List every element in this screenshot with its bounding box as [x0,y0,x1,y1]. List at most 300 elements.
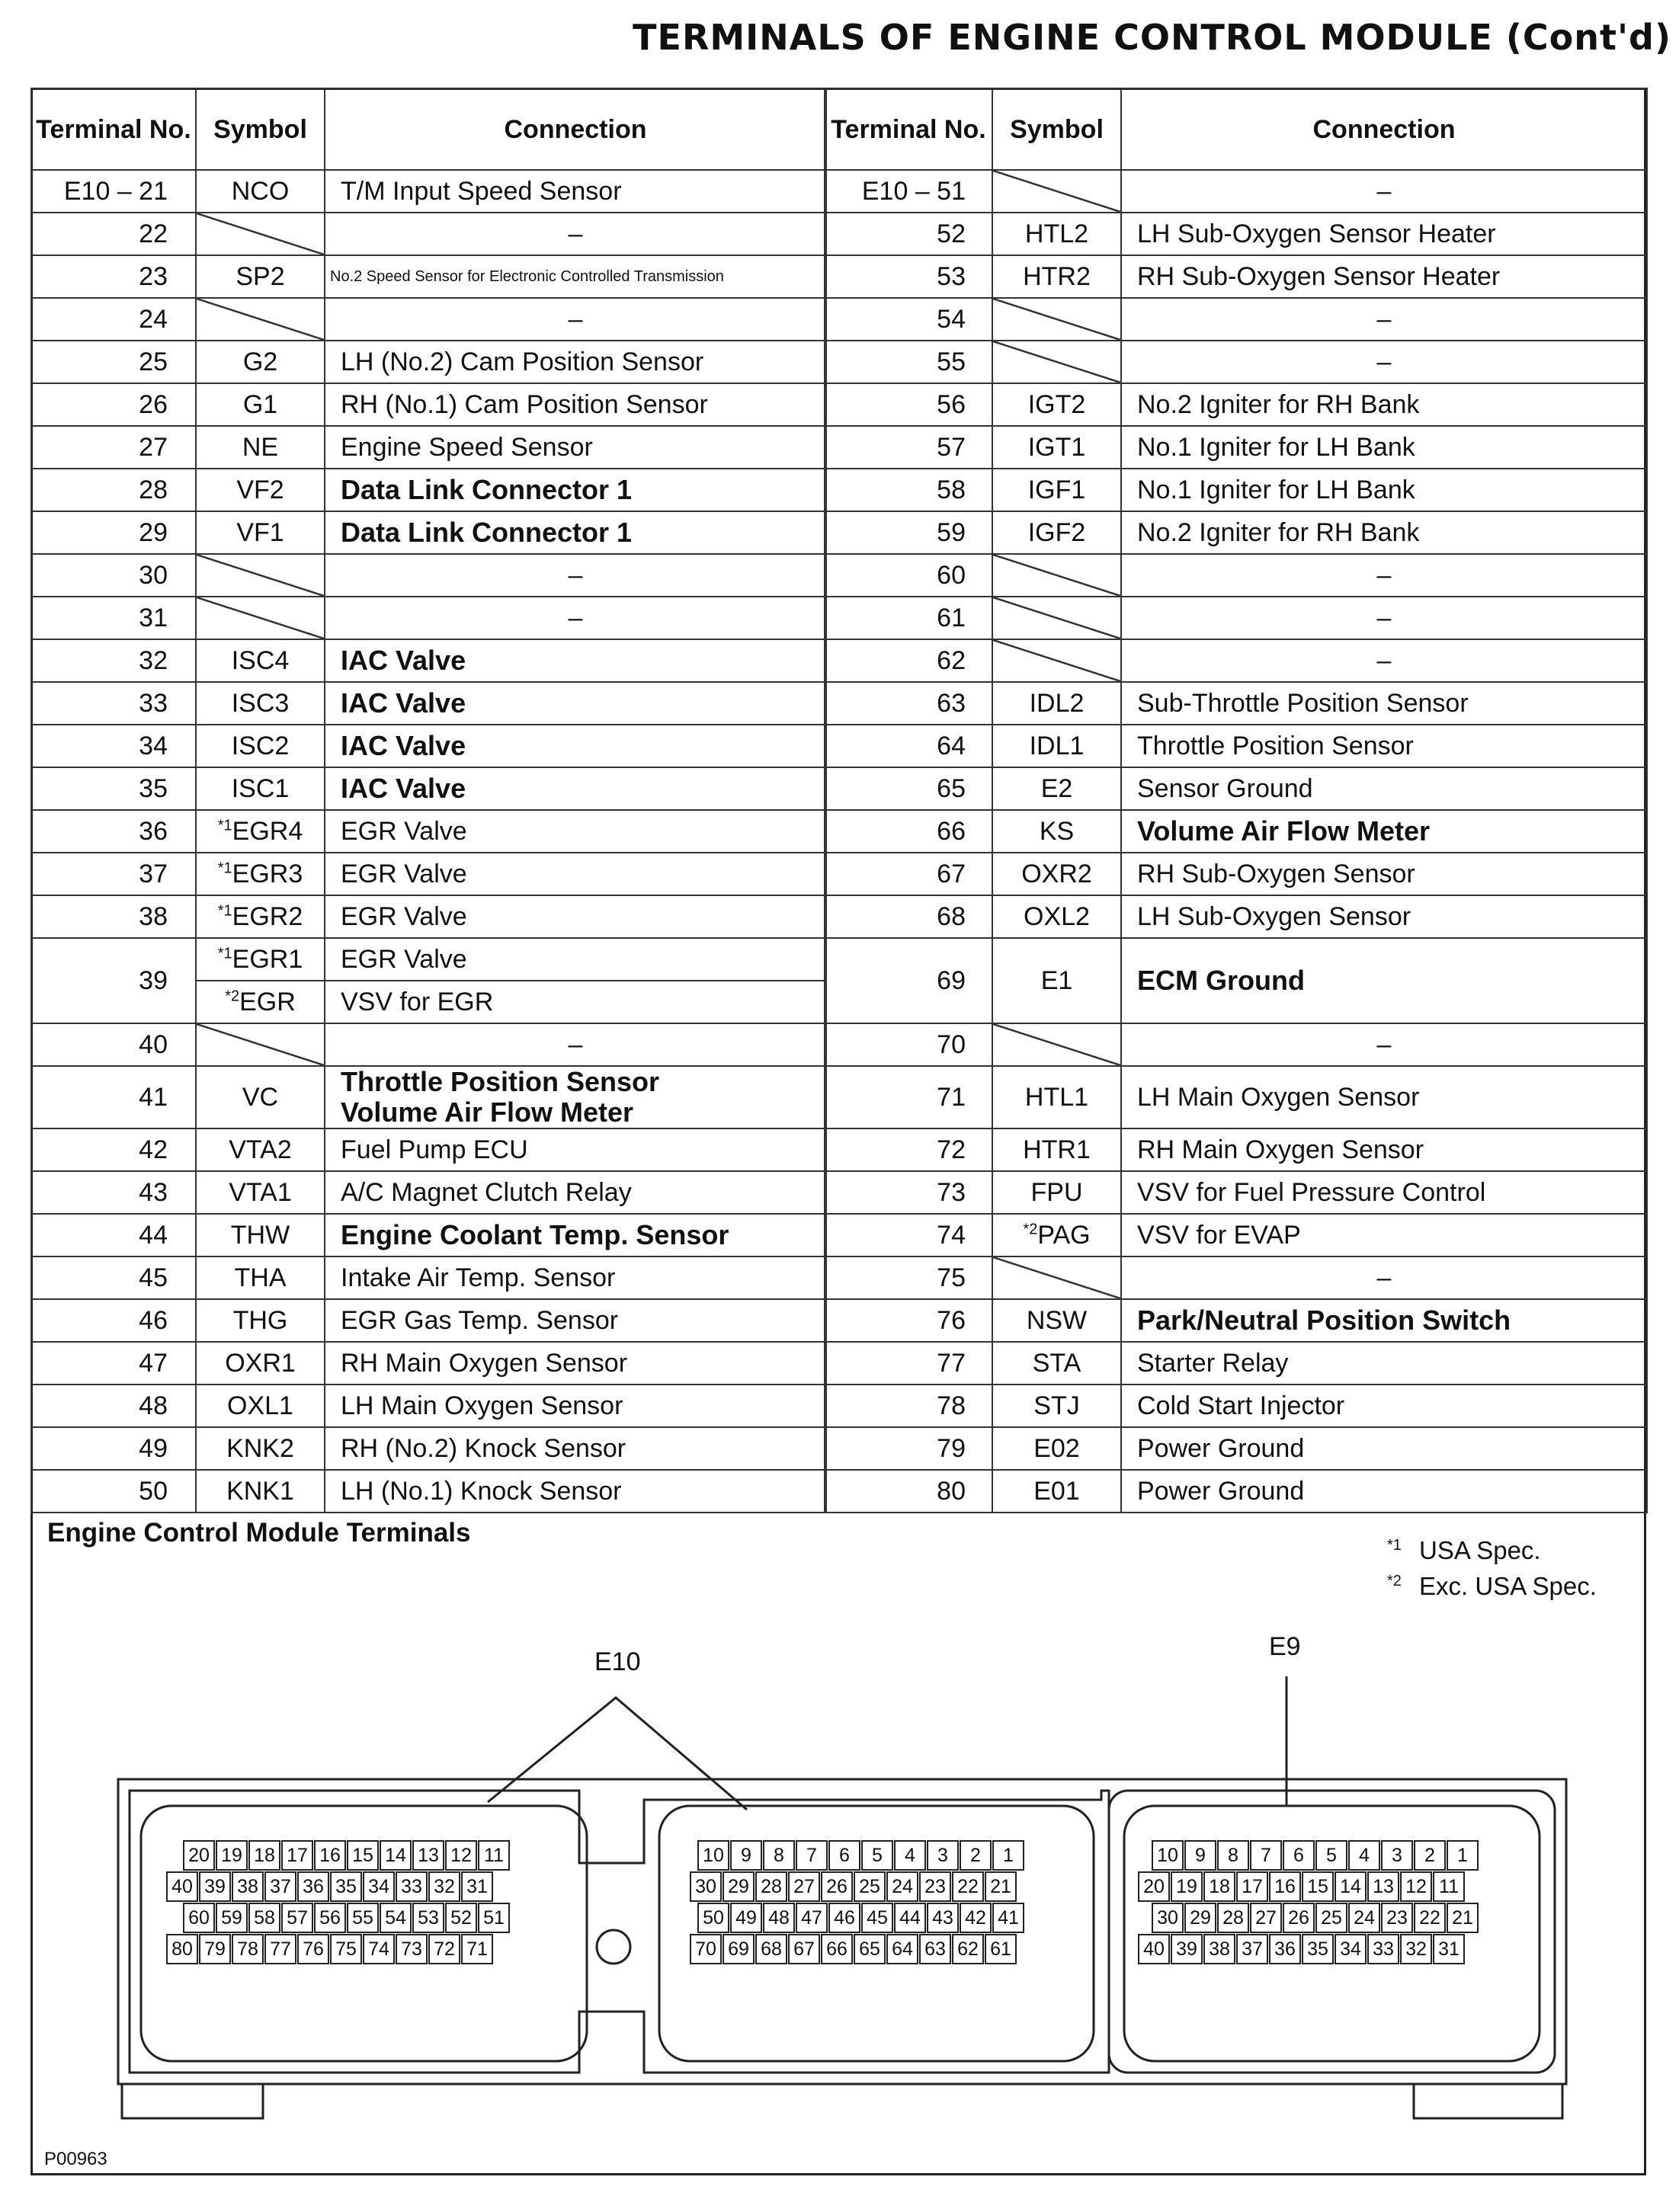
connector-pin: 28 [1217,1903,1249,1933]
terminal-no: 58 [825,469,992,511]
terminal-connection: Engine Speed Sensor [325,426,826,469]
terminal-no: 49 [31,1427,196,1470]
terminal-no: 50 [31,1470,196,1513]
terminal-no: 33 [31,682,196,725]
label-e10: E10 [594,1647,641,1676]
terminal-connection: Starter Relay [1121,1342,1647,1385]
terminal-connection: VSV for EGR [325,981,826,1023]
terminal-no: 68 [825,895,992,938]
connector-pin: 12 [1400,1871,1432,1902]
terminal-connection: RH Sub-Oxygen Sensor Heater [1121,255,1647,298]
connector-pin: 18 [248,1840,280,1871]
terminal-symbol: VTA2 [196,1128,325,1171]
connector-pin: 35 [1302,1934,1334,1964]
connector-pin: 79 [199,1934,231,1964]
connector-pin: 14 [380,1840,412,1871]
terminal-no: 76 [825,1299,992,1342]
connector-pin: 71 [461,1934,493,1964]
connector-pin: 38 [1203,1934,1235,1964]
terminal-connection: Data Link Connector 1 [325,511,826,554]
terminal-no: 22 [31,213,196,255]
connector-pin: 21 [985,1871,1017,1902]
connector-pin: 19 [1171,1871,1203,1902]
e10-leader-line [488,1698,747,1810]
connector-pin: 22 [952,1871,984,1902]
ecm-left-foot [122,2084,263,2118]
terminal-no: E10 – 51 [825,170,992,213]
symbol-footnote-mark: *2 [1023,1221,1038,1238]
header-symbol: Symbol [992,88,1121,170]
connector-pin: 31 [1433,1934,1465,1964]
terminal-symbol: IGF1 [992,469,1121,511]
terminal-no: 42 [31,1128,196,1171]
terminal-symbol: STJ [992,1385,1121,1427]
terminal-symbol: VC [196,1066,325,1128]
terminal-no: 52 [825,213,992,255]
connector-pin: 8 [763,1840,795,1871]
terminal-no: 74 [825,1214,992,1256]
terminal-no: 39 [31,938,196,1023]
connector-pin: 14 [1335,1871,1367,1902]
terminal-symbol: THG [196,1299,325,1342]
terminal-symbol: IDL2 [992,682,1121,725]
terminal-no: 29 [31,511,196,554]
terminal-no: 75 [825,1256,992,1299]
terminal-symbol: E01 [992,1470,1121,1513]
terminal-symbol: E02 [992,1427,1121,1470]
connector-pin: 42 [960,1903,992,1933]
connector-pin: 40 [1138,1934,1170,1964]
terminal-connection: EGR Valve [325,810,826,853]
connector-pin: 33 [396,1871,428,1902]
terminal-connection: EGR Valve [325,938,826,981]
terminal-connection: No.2 Speed Sensor for Electronic Controlled Transmission [325,255,826,298]
terminal-connection: – [1121,597,1647,639]
terminal-symbol: VF1 [196,511,325,554]
connector-pin: 11 [1433,1871,1465,1902]
terminal-connection: LH (No.1) Knock Sensor [325,1470,826,1513]
terminal-no: 67 [825,853,992,895]
terminal-symbol: ISC3 [196,682,325,725]
terminal-no: 31 [31,597,196,639]
terminal-symbol: NCO [196,170,325,213]
connector-pin: 74 [363,1934,395,1964]
terminal-connection: LH Main Oxygen Sensor [1121,1066,1647,1128]
terminal-no: 26 [31,383,196,426]
connector-pin: 59 [216,1903,248,1933]
connector-pin: 26 [1283,1903,1315,1933]
symbol-footnote-mark: *1 [217,817,232,834]
terminal-no: 71 [825,1066,992,1128]
terminal-connection: Sensor Ground [1121,767,1647,810]
connector-pin: 30 [690,1871,722,1902]
connector-pin: 6 [828,1840,860,1871]
terminal-no: 46 [31,1299,196,1342]
terminal-connection: EGR Valve [325,853,826,895]
terminal-symbol: E2 [992,767,1121,810]
terminal-no: 40 [31,1023,196,1066]
terminal-connection: – [325,213,826,255]
terminal-connection: No.1 Igniter for LH Bank [1121,426,1647,469]
terminal-symbol: G1 [196,383,325,426]
terminal-connection: IAC Valve [325,725,826,767]
terminal-symbol: IGF2 [992,511,1121,554]
connector-pin: 68 [755,1934,787,1964]
terminal-symbol: SP2 [196,255,325,298]
terminal-symbol: NSW [992,1299,1121,1342]
page-title: TERMINALS OF ENGINE CONTROL MODULE (Cont'd) [633,17,1671,58]
terminal-connection: – [1121,341,1647,383]
terminal-symbol: HTL1 [992,1066,1121,1128]
header-connection: Connection [1121,88,1647,170]
terminal-no: 44 [31,1214,196,1256]
terminal-connection: Power Ground [1121,1470,1647,1513]
connector-pin: 3 [927,1840,959,1871]
terminal-no: 66 [825,810,992,853]
terminal-connection: RH Main Oxygen Sensor [325,1342,826,1385]
connector-pin: 66 [821,1934,853,1964]
terminal-connection: Throttle Position Sensor [1121,725,1647,767]
connector-pin: 38 [232,1871,264,1902]
terminal-no: 28 [31,469,196,511]
figure-code: P00963 [44,2149,107,2169]
connector-pin: 8 [1217,1840,1249,1871]
connector-pin: 21 [1447,1903,1479,1933]
connector-pin: 63 [919,1934,951,1964]
connector-pin: 65 [854,1934,886,1964]
connector-pin: 67 [788,1934,820,1964]
connector-pin: 50 [697,1903,729,1933]
terminal-connection: – [1121,170,1647,213]
terminal-connection: RH Main Oxygen Sensor [1121,1128,1647,1171]
connector-pin: 39 [1171,1934,1203,1964]
connector-pin: 78 [232,1934,264,1964]
terminal-symbol: VF2 [196,469,325,511]
connector-pin: 32 [1400,1934,1432,1964]
terminal-connection: A/C Magnet Clutch Relay [325,1171,826,1214]
connector-pin: 12 [445,1840,477,1871]
terminal-symbol: $^{*1}$EGR1 [196,938,325,981]
connector-pin: 36 [1269,1934,1301,1964]
terminal-no: 73 [825,1171,992,1214]
terminal-connection: – [325,298,826,341]
terminal-no: 78 [825,1385,992,1427]
terminal-symbol: KNK1 [196,1470,325,1513]
terminal-no: 63 [825,682,992,725]
terminal-no: E10 – 21 [31,170,196,213]
terminal-connection: Fuel Pump ECU [325,1128,826,1171]
terminal-no: 60 [825,554,992,597]
connector-pin: 72 [428,1934,460,1964]
symbol-footnote-mark: *1 [217,902,232,920]
terminal-no: 55 [825,341,992,383]
symbol-footnote-mark: *2 [225,988,240,1005]
connector-pin: 1 [1447,1840,1479,1871]
terminal-connection: – [325,597,826,639]
connector-pin: 70 [690,1934,722,1964]
connector-pin: 64 [886,1934,918,1964]
connector-pin: 16 [1269,1871,1301,1902]
terminal-connection: EGR Gas Temp. Sensor [325,1299,826,1342]
terminal-connection: – [325,1023,826,1066]
connector-pin: 57 [281,1903,313,1933]
terminal-no: 41 [31,1066,196,1128]
terminal-symbol: ISC2 [196,725,325,767]
diagram-heading: Engine Control Module Terminals [47,1518,471,1548]
terminal-connection: RH Sub-Oxygen Sensor [1121,853,1647,895]
connector-pin: 53 [412,1903,444,1933]
label-e9: E9 [1269,1632,1301,1661]
connector-pin: 20 [1138,1871,1170,1902]
terminal-symbol: OXR1 [196,1342,325,1385]
connector-pin: 18 [1203,1871,1235,1902]
connector-pin: 23 [1381,1903,1413,1933]
footnote-2: *2 Exc. USA Spec. [1387,1572,1597,1600]
connector-pin: 62 [952,1934,984,1964]
connector-pin: 60 [183,1903,215,1933]
terminal-no: 48 [31,1385,196,1427]
terminal-connection: – [1121,554,1647,597]
terminal-no: 72 [825,1128,992,1171]
connector-pin: 24 [886,1871,918,1902]
terminal-symbol: E1 [992,938,1121,1023]
terminal-no: 59 [825,511,992,554]
terminal-symbol: ISC4 [196,639,325,682]
connector-pin: 51 [478,1903,510,1933]
terminal-connection: IAC Valve [325,682,826,725]
connector-pin: 58 [248,1903,280,1933]
terminal-no: 34 [31,725,196,767]
terminal-symbol: HTR2 [992,255,1121,298]
symbol-footnote-mark: *1 [217,945,232,962]
terminal-no: 77 [825,1342,992,1385]
terminal-symbol: NE [196,426,325,469]
connector-pin: 77 [264,1934,296,1964]
terminal-connection: No.2 Igniter for RH Bank [1121,511,1647,554]
terminal-connection: Engine Coolant Temp. Sensor [325,1214,826,1256]
terminal-connection: RH (No.1) Cam Position Sensor [325,383,826,426]
connector-pin: 45 [861,1903,893,1933]
terminal-connection: T/M Input Speed Sensor [325,170,826,213]
terminal-connection: Volume Air Flow Meter [1121,810,1647,853]
terminal-symbol: $^{*2}$PAG [992,1214,1121,1256]
connector-pin: 17 [1236,1871,1268,1902]
terminal-symbol: IGT1 [992,426,1121,469]
terminal-no: 47 [31,1342,196,1385]
terminal-connection: RH (No.2) Knock Sensor [325,1427,826,1470]
connector-pin: 4 [894,1840,926,1871]
terminal-no: 70 [825,1023,992,1066]
connector-pin: 34 [1335,1934,1367,1964]
connector-pin: 61 [985,1934,1017,1964]
terminal-symbol: HTL2 [992,213,1121,255]
terminal-connection: VSV for Fuel Pressure Control [1121,1171,1647,1214]
terminal-connection: Power Ground [1121,1427,1647,1470]
terminal-symbol: $^{*1}$EGR3 [196,853,325,895]
connector-pin: 2 [1414,1840,1446,1871]
terminal-connection: Intake Air Temp. Sensor [325,1256,826,1299]
terminal-no: 27 [31,426,196,469]
connector-pin: 22 [1414,1903,1446,1933]
terminal-symbol: ISC1 [196,767,325,810]
terminal-connection: Data Link Connector 1 [325,469,826,511]
connector-pin: 20 [183,1840,215,1871]
mounting-hole [597,1930,630,1964]
connector-pin: 48 [763,1903,795,1933]
terminal-symbol: KS [992,810,1121,853]
terminal-no: 43 [31,1171,196,1214]
connector-pin: 41 [992,1903,1024,1933]
terminal-connection: – [1121,1256,1647,1299]
terminal-symbol: KNK2 [196,1427,325,1470]
connector-pin: 35 [330,1871,362,1902]
terminal-no: 32 [31,639,196,682]
terminal-no: 35 [31,767,196,810]
connector-pin: 3 [1381,1840,1413,1871]
terminal-no: 57 [825,426,992,469]
connector-pin: 39 [199,1871,231,1902]
terminal-no: 62 [825,639,992,682]
header-symbol: Symbol [196,88,325,170]
connector-pin: 13 [412,1840,444,1871]
connector-pin: 5 [1315,1840,1347,1871]
terminal-no: 45 [31,1256,196,1299]
connector-pin: 47 [796,1903,828,1933]
terminal-symbol: HTR1 [992,1128,1121,1171]
connector-pin: 69 [723,1934,755,1964]
terminal-no: 56 [825,383,992,426]
terminal-no: 79 [825,1427,992,1470]
connector-pin: 32 [428,1871,460,1902]
connector-pin: 40 [166,1871,198,1902]
connector-pin: 76 [297,1934,329,1964]
connector-pin: 29 [723,1871,755,1902]
terminal-connection: – [325,554,826,597]
footnote-1: *1 USA Spec. [1387,1536,1541,1564]
terminal-no: 61 [825,597,992,639]
terminal-symbol: FPU [992,1171,1121,1214]
terminal-connection: VSV for EVAP [1121,1214,1647,1256]
terminal-symbol: IGT2 [992,383,1121,426]
connector-pin: 36 [297,1871,329,1902]
terminal-symbol: OXL1 [196,1385,325,1427]
terminal-no: 54 [825,298,992,341]
terminal-no: 64 [825,725,992,767]
connector-pin: 54 [380,1903,412,1933]
connector-pin: 80 [166,1934,198,1964]
connector-pin: 13 [1367,1871,1399,1902]
terminal-no: 36 [31,810,196,853]
terminal-symbol: OXL2 [992,895,1121,938]
terminal-connection: – [1121,1023,1647,1066]
connector-pin: 44 [894,1903,926,1933]
connector-pin: 43 [927,1903,959,1933]
terminal-no: 80 [825,1470,992,1513]
header-connection: Connection [325,88,826,170]
terminal-symbol: $^{*1}$EGR4 [196,810,325,853]
terminal-connection: EGR Valve [325,895,826,938]
terminal-no: 30 [31,554,196,597]
terminal-symbol: $^{*1}$EGR2 [196,895,325,938]
terminal-connection: LH (No.2) Cam Position Sensor [325,341,826,383]
terminal-symbol: STA [992,1342,1121,1385]
terminal-connection: IAC Valve [325,767,826,810]
terminal-connection: IAC Valve [325,639,826,682]
terminal-connection: No.1 Igniter for LH Bank [1121,469,1647,511]
connector-pin: 37 [264,1871,296,1902]
terminal-symbol: THW [196,1214,325,1256]
connector-pin: 6 [1283,1840,1315,1871]
terminal-connection: LH Sub-Oxygen Sensor Heater [1121,213,1647,255]
terminal-symbol: OXR2 [992,853,1121,895]
connector-pin: 4 [1348,1840,1380,1871]
connector-pin: 46 [828,1903,860,1933]
connector-pin: 27 [788,1871,820,1902]
connector-pin: 33 [1367,1934,1399,1964]
terminal-connection: Park/Neutral Position Switch [1121,1299,1647,1342]
connector-pin: 11 [478,1840,510,1871]
connector-pin: 27 [1250,1903,1282,1933]
connector-pin: 26 [821,1871,853,1902]
terminal-symbol: IDL1 [992,725,1121,767]
header-terminal-no: Terminal No. [825,88,992,170]
ecm-right-foot [1414,2084,1562,2118]
terminal-connection: Sub-Throttle Position Sensor [1121,682,1647,725]
connector-pin: 10 [1152,1840,1184,1871]
symbol-footnote-mark: *1 [217,860,232,877]
connector-pin: 75 [330,1934,362,1964]
connector-pin: 7 [796,1840,828,1871]
connector-pin: 9 [730,1840,762,1871]
terminal-no: 23 [31,255,196,298]
connector-pin: 56 [314,1903,346,1933]
connector-pin: 7 [1250,1840,1282,1871]
connector-pin: 28 [755,1871,787,1902]
connector-pin: 5 [861,1840,893,1871]
connector-pin: 49 [730,1903,762,1933]
terminal-no: 38 [31,895,196,938]
connector-pin: 31 [461,1871,493,1902]
terminal-no: 24 [31,298,196,341]
connector-pin: 15 [347,1840,379,1871]
header-terminal-no: Terminal No. [31,88,196,170]
terminal-symbol: G2 [196,341,325,383]
terminal-connection: Throttle Position Sensor Volume Air Flow Meter [325,1066,826,1128]
terminal-symbol: VTA1 [196,1171,325,1214]
terminal-connection: – [1121,639,1647,682]
terminal-no: 69 [825,938,992,1023]
connector-pin: 30 [1152,1903,1184,1933]
terminal-connection: LH Sub-Oxygen Sensor [1121,895,1647,938]
terminal-symbol: THA [196,1256,325,1299]
connector-pin: 1 [992,1840,1024,1871]
terminal-no: 25 [31,341,196,383]
connector-pin: 17 [281,1840,313,1871]
terminal-no: 37 [31,853,196,895]
terminal-connection: ECM Ground [1121,938,1647,1023]
connector-pin: 55 [347,1903,379,1933]
connector-pin: 24 [1348,1903,1380,1933]
terminal-connection: LH Main Oxygen Sensor [325,1385,826,1427]
terminal-connection: No.2 Igniter for RH Bank [1121,383,1647,426]
connector-pin: 23 [919,1871,951,1902]
connector-pin: 73 [396,1934,428,1964]
connector-pin: 15 [1302,1871,1334,1902]
connector-pin: 37 [1236,1934,1268,1964]
terminal-no: 65 [825,767,992,810]
connector-pin: 10 [697,1840,729,1871]
terminal-connection: Cold Start Injector [1121,1385,1647,1427]
